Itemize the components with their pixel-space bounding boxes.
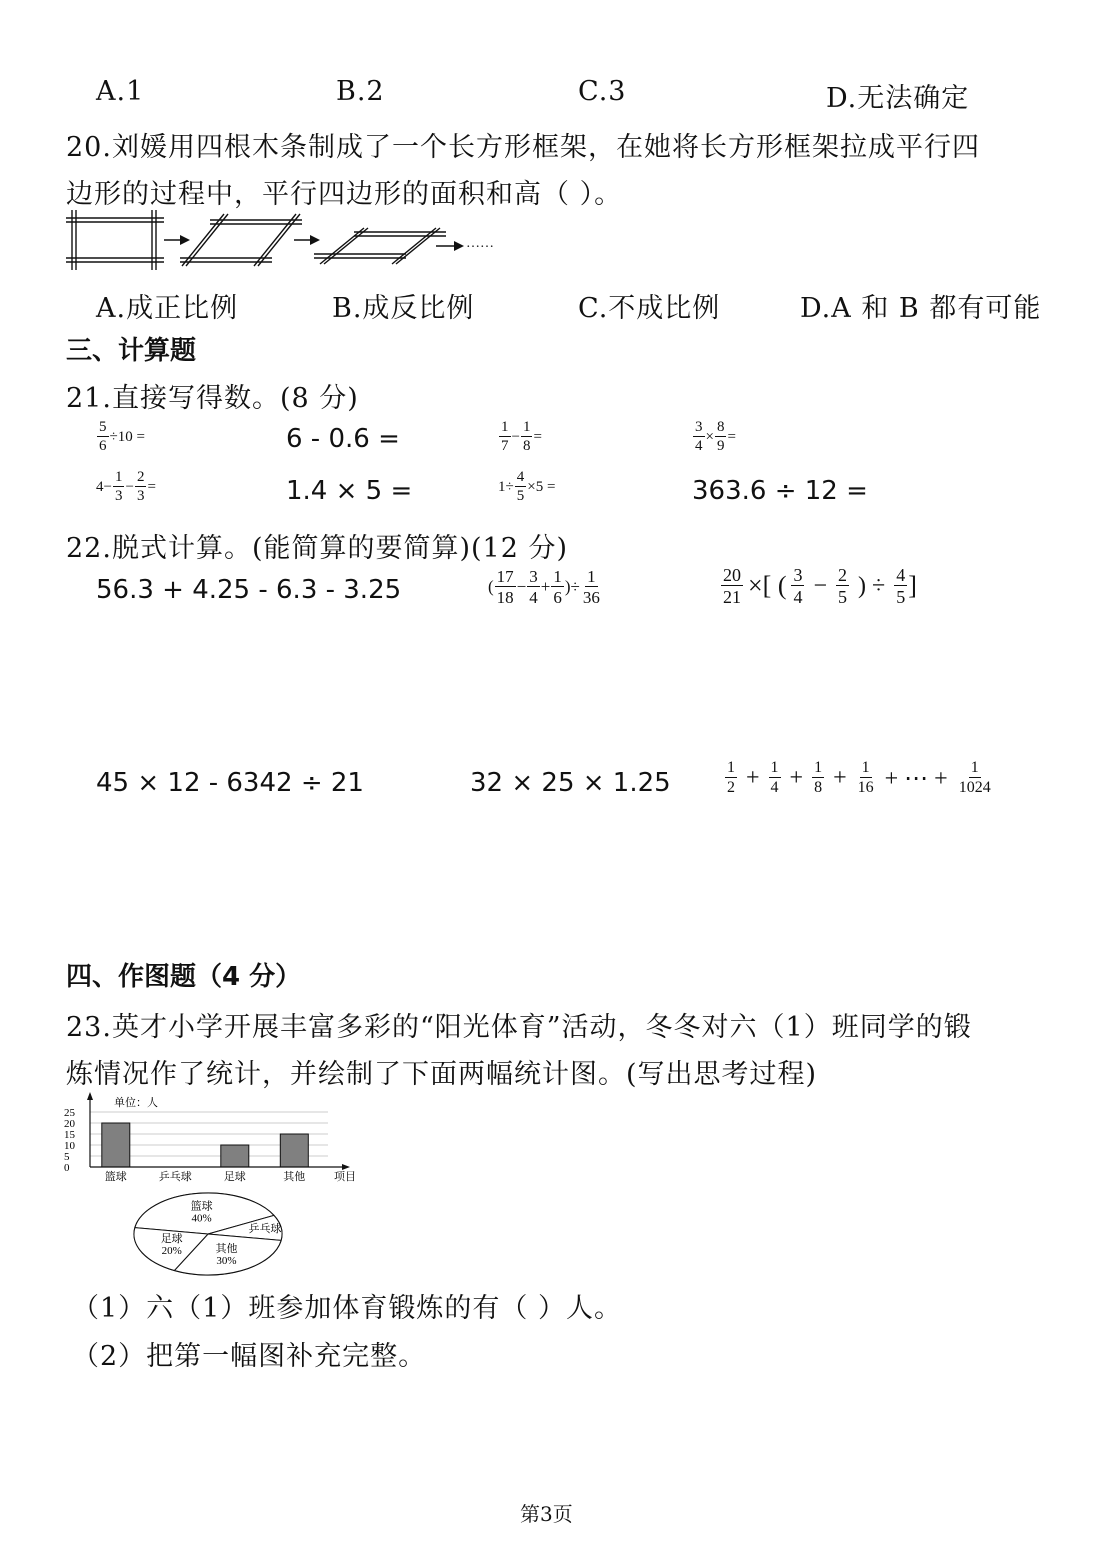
pie-slice-pct: 20% (161, 1245, 182, 1258)
q21-expr-5 (96, 470, 156, 504)
q21-expr-6: 1.4 × 5 = (286, 476, 413, 506)
open-paren: ( (488, 577, 494, 596)
frac-num: 1 (861, 759, 870, 776)
q20-option-c: C.不成比例 (578, 293, 721, 324)
frac-den: 3 (114, 488, 123, 504)
x-tick-label: 篮球 (104, 1171, 127, 1183)
op: × (705, 428, 714, 445)
q22-expr-4: 45 × 12 - 6342 ÷ 21 (96, 768, 364, 798)
op: − (516, 577, 527, 596)
frac-den: 8 (522, 438, 531, 454)
expr-rest: ÷10 = (109, 428, 145, 445)
q23-sub-2: （2）把第一幅图补充完整。 (72, 1341, 427, 1372)
op: − (125, 478, 134, 495)
frac-den: 5 (516, 488, 525, 504)
y-tick-label: 15 (64, 1129, 75, 1141)
frac-num: 8 (716, 419, 725, 435)
frac-den: 5 (838, 587, 848, 607)
q19-option-c: C.3 (578, 76, 627, 107)
pie-chart (130, 1190, 290, 1278)
bar-chart-x-ticks (105, 1169, 306, 1183)
frac-den: 1024 (958, 779, 991, 796)
q21-expr-3 (498, 420, 542, 454)
frac-den: 4 (793, 587, 803, 607)
q21-expr-7 (498, 470, 555, 504)
frac-num: 1 (501, 419, 509, 435)
pie-slice-pct: 40% (191, 1212, 212, 1225)
pie-slice-label: 乒乓球 (248, 1223, 282, 1235)
y-tick-label: 10 (64, 1140, 75, 1152)
q20-line-1: 20.刘媛用四根木条制成了一个长方形框架，在她将长方形框架拉成平行四 (66, 132, 980, 163)
pie-slice-label: 足球 (160, 1233, 183, 1246)
q21-expr-4 (692, 420, 736, 454)
q22-expr-6 (724, 760, 994, 796)
op: + (746, 764, 760, 791)
frac-den: 4 (695, 438, 703, 454)
frac-num: 1 (814, 759, 823, 776)
eq: = (727, 428, 736, 445)
frac-num: 1 (970, 759, 979, 776)
frac-den: 3 (136, 488, 145, 504)
ellipsis-op: + ⋯ + (884, 765, 948, 792)
frac-num: 1 (522, 419, 531, 435)
q19-option-b: B.2 (336, 76, 385, 107)
frame-deformation-diagram (64, 208, 504, 278)
op: − (813, 572, 828, 599)
frac-num: 4 (516, 469, 525, 485)
frac-num: 1 (587, 567, 596, 586)
q20-option-b: B.成反比例 (332, 293, 475, 324)
frac-den: 6 (553, 588, 562, 607)
q22-expr-1: 56.3 + 4.25 - 6.3 - 3.25 (96, 575, 402, 605)
bar-chart-unit-label: 单位：人 (114, 1097, 158, 1109)
bar-足球 (221, 1145, 249, 1167)
q20-option-a: A.成正比例 (96, 293, 239, 324)
q22-expr-2 (488, 568, 603, 606)
y-tick-label: 20 (64, 1118, 75, 1130)
x-axis-arrow (342, 1164, 350, 1170)
frac-den: 5 (896, 587, 906, 607)
q19-option-d: D.无法确定 (826, 83, 970, 114)
bar-chart-x-label: 项目 (334, 1171, 356, 1183)
bar-篮球 (102, 1123, 130, 1167)
op: + (789, 764, 804, 791)
frac-num: 5 (99, 419, 107, 435)
y-tick-label: 25 (64, 1107, 75, 1119)
bar-chart-y-ticks (64, 1107, 76, 1174)
y-tick-label: 5 (64, 1151, 70, 1163)
bracket-close: ] (908, 571, 917, 600)
frac-num: 17 (496, 567, 514, 586)
frac-den: 9 (716, 438, 725, 454)
lead: 4− (96, 478, 112, 495)
section-3-heading: 三、计算题 (66, 336, 197, 366)
frac-num: 2 (838, 565, 848, 585)
q22-expr-3 (720, 566, 917, 606)
frac-num: 3 (793, 565, 803, 585)
q23-line-2: 炼情况作了统计，并绘制了下面两幅统计图。(写出思考过程) (66, 1059, 818, 1090)
q22-title: 22.脱式计算。(能简算的要简算)(12 分) (66, 533, 569, 564)
pie-slice-pct: 30% (216, 1255, 237, 1268)
frac-den: 7 (501, 438, 509, 454)
frac-num: 3 (695, 419, 703, 435)
q23-line-1: 23.英才小学开展丰富多彩的“阳光体育”活动，冬冬对六（1）班同学的锻 (66, 1012, 972, 1043)
lead: 1÷ (498, 478, 514, 495)
q21-title: 21.直接写得数。(8 分) (66, 383, 359, 414)
frac-den: 2 (727, 779, 735, 796)
frac-den: 8 (814, 779, 823, 796)
frac-den: 6 (99, 438, 107, 454)
op: − (511, 428, 520, 445)
y-tick-label: 0 (64, 1162, 70, 1174)
bar-其他 (280, 1134, 308, 1167)
x-tick-label: 足球 (223, 1171, 246, 1183)
frac-den: 21 (723, 587, 741, 607)
section-4-heading: 四、作图题（4 分） (66, 962, 302, 992)
pie-slice-label: 篮球 (190, 1200, 213, 1213)
eq: = (147, 478, 156, 495)
q20-option-d: D.A 和 B 都有可能 (800, 293, 1042, 324)
x-tick-label: 乒乓球 (158, 1171, 192, 1183)
eq: = (533, 428, 542, 445)
q21-expr-1 (96, 420, 145, 454)
ellipsis-text: …… (466, 236, 494, 251)
q23-sub-1: （1）六（1）班参加体育锻炼的有（ ）人。 (72, 1293, 622, 1324)
q21-expr-2: 6 - 0.6 = (286, 424, 400, 454)
x-tick-label: 其他 (283, 1171, 306, 1183)
q21-expr-8: 363.6 ÷ 12 = (692, 476, 868, 506)
frac-num: 20 (723, 565, 741, 585)
frac-den: 16 (857, 779, 874, 796)
frac-num: 4 (896, 565, 906, 585)
y-axis-arrow (87, 1092, 93, 1100)
frac-num: 1 (770, 759, 779, 776)
frac-den: 4 (770, 779, 779, 796)
frac-num: 1 (114, 469, 123, 485)
op: + (540, 577, 551, 596)
bracket-open: ×[ ( (748, 571, 787, 600)
frac-num: 3 (529, 567, 538, 586)
frac-num: 2 (136, 469, 145, 485)
bar-chart (60, 1092, 380, 1184)
q22-expr-5: 32 × 25 × 1.25 (470, 768, 671, 798)
op: + (833, 764, 847, 791)
pie-slice-label: 其他 (215, 1243, 238, 1256)
close-paren: )÷ (564, 577, 580, 596)
frac-num: 1 (727, 759, 735, 776)
q19-option-a: A.1 (96, 76, 145, 107)
frac-den: 4 (529, 588, 538, 607)
expr-rest: ×5 = (527, 478, 556, 495)
page-number: 第3页 (520, 1502, 573, 1526)
frac-num: 1 (553, 567, 562, 586)
q20-line-2: 边形的过程中，平行四边形的面积和高（ ）。 (66, 179, 623, 210)
bracket-mid: ) ÷ (858, 572, 886, 599)
frac-den: 36 (582, 588, 600, 607)
frac-den: 18 (496, 588, 514, 607)
